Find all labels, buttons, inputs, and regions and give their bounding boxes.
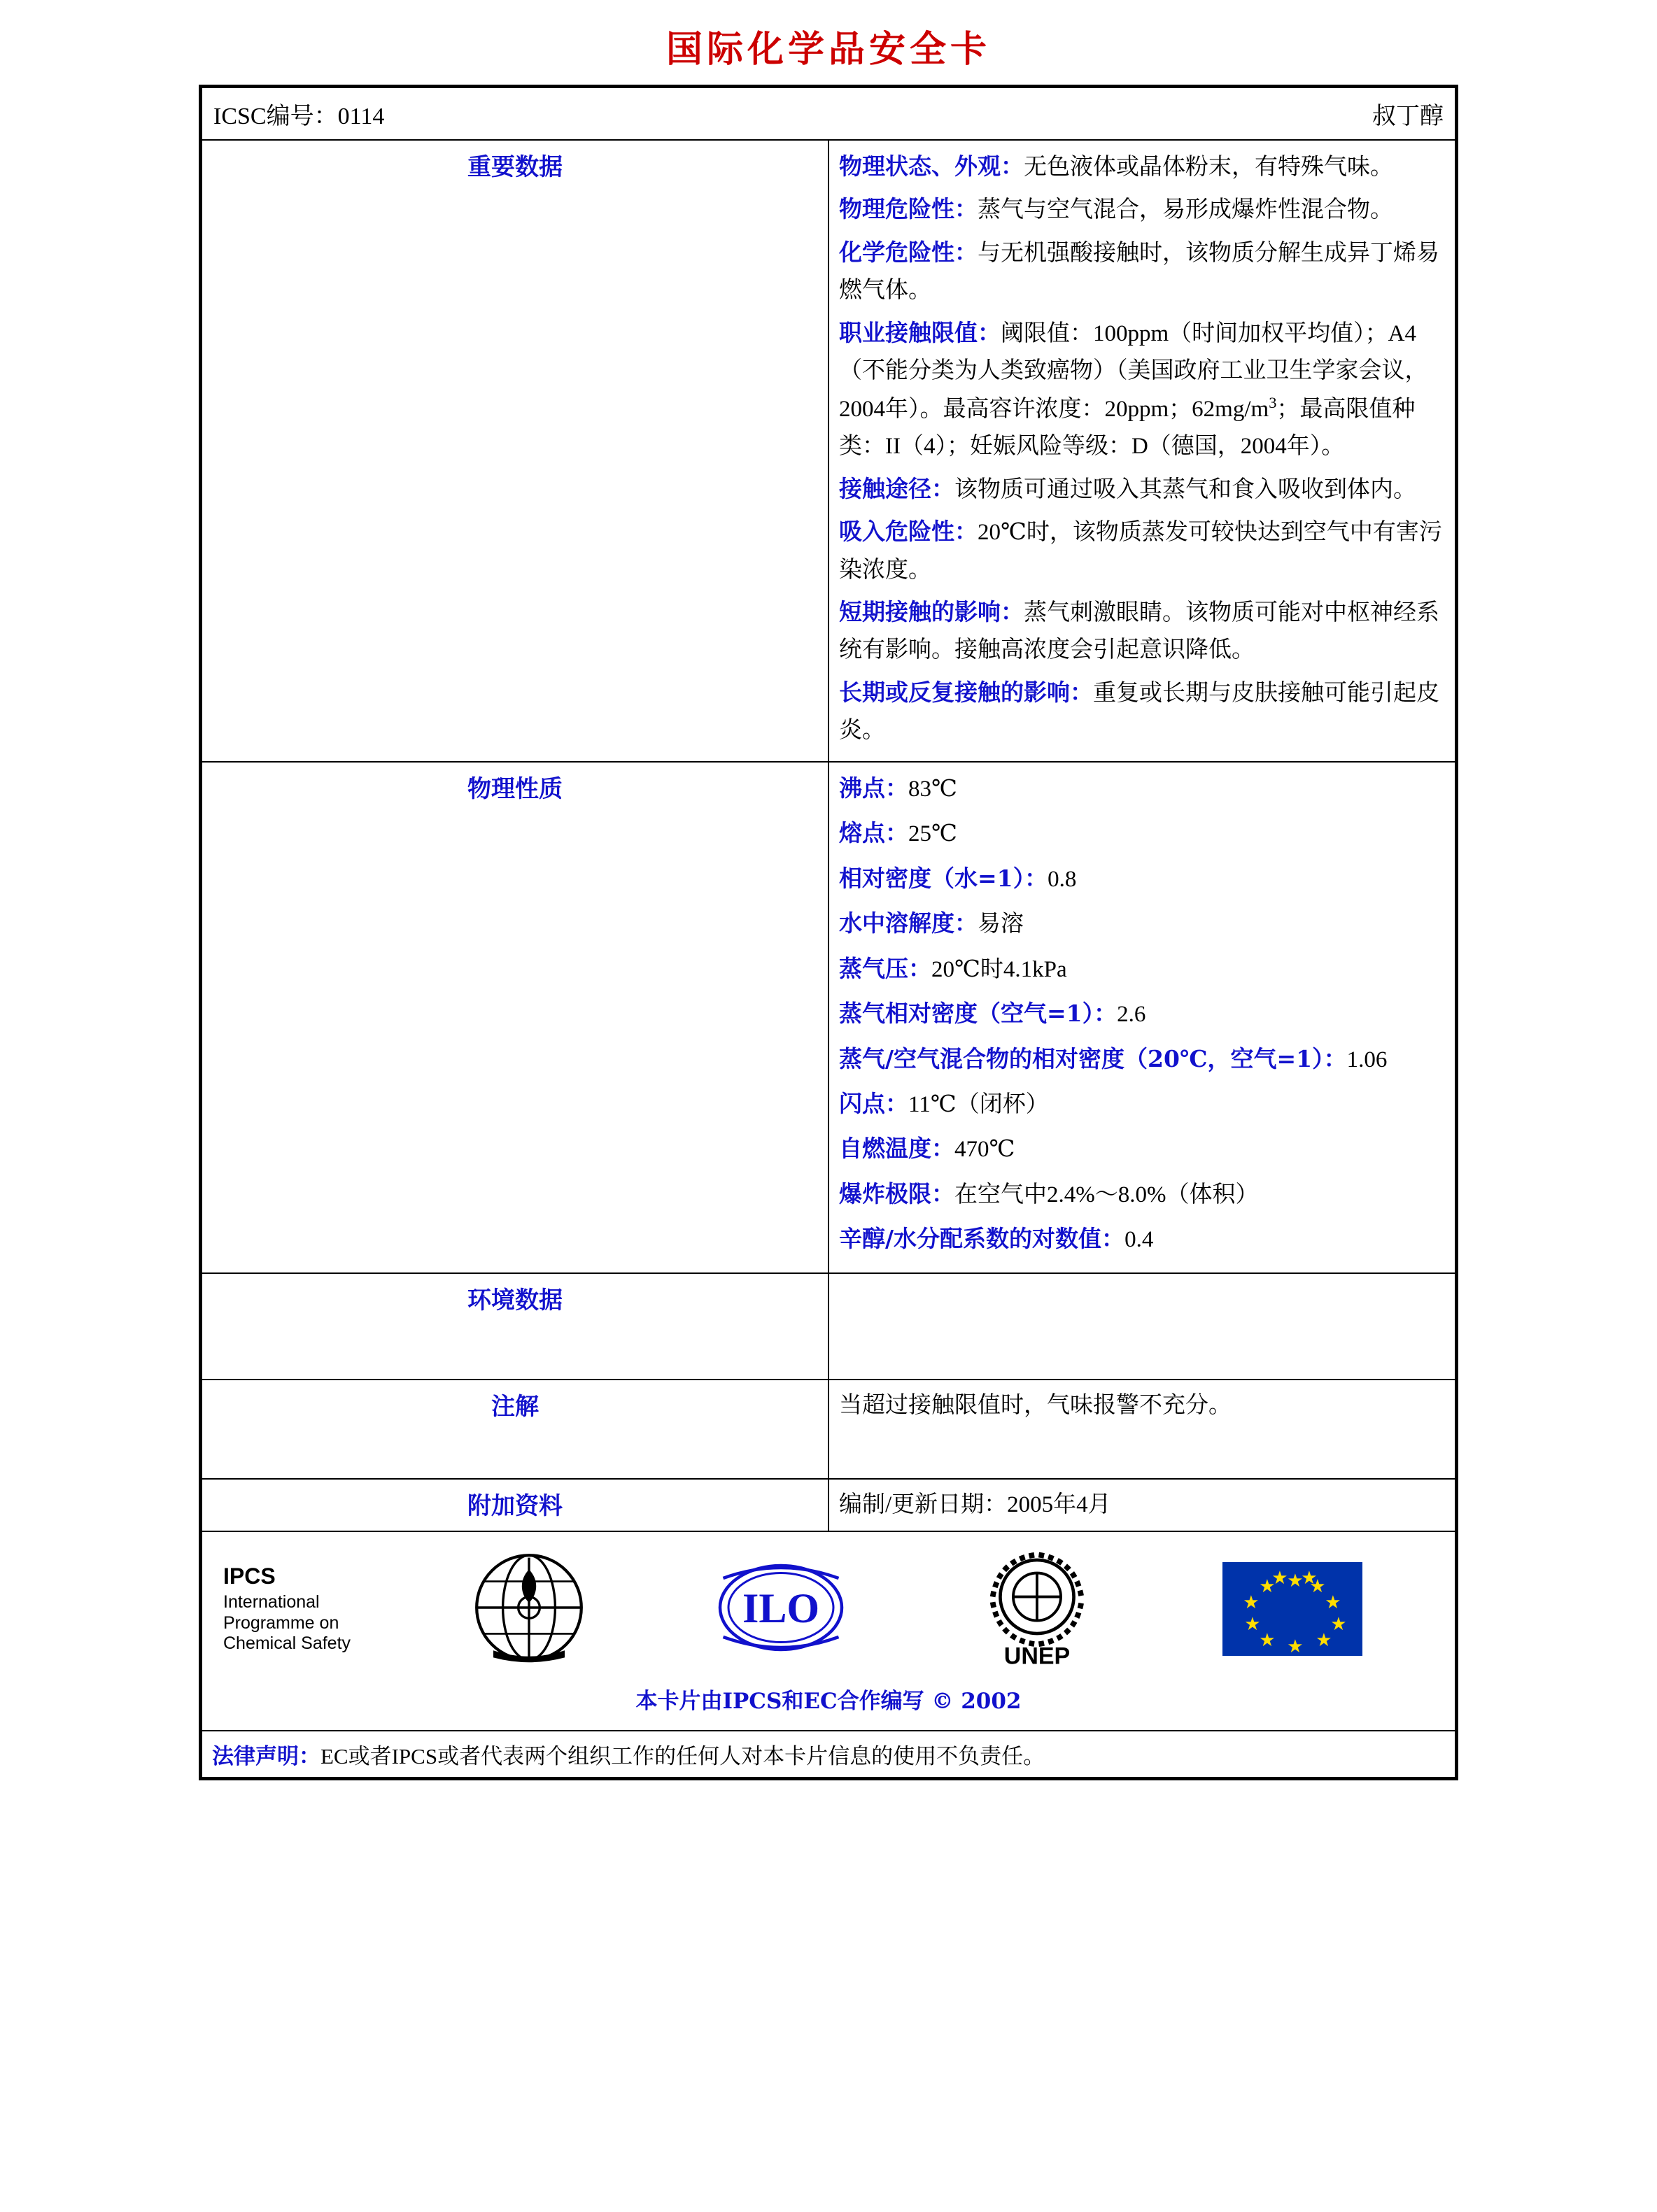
entry-short-term-exposure-effects: [839, 593, 1445, 669]
legal-row: [202, 1731, 1455, 1778]
ipcs-fullname-line3: Chemical Safety: [223, 1633, 351, 1654]
section-label-notes: 注解: [202, 1380, 828, 1479]
organization-logos: [387, 1548, 1445, 1671]
section-content-notes: 当超过接触限值时，气味报警不充分。: [828, 1380, 1455, 1479]
prop-label: 辛醇/水分配系数的对数值：: [839, 1225, 1125, 1253]
entry-label: 接触途径：: [839, 474, 954, 502]
logo-strip: [212, 1539, 1445, 1679]
prop-value: 2.6: [1117, 1002, 1146, 1028]
prop-value: 25℃: [908, 821, 957, 847]
prop-value: 0.8: [1048, 866, 1077, 892]
entry-value: 重复或长期与皮肤接触可能引起皮炎。: [839, 680, 1439, 744]
prop-auto-ignition-temperature: [839, 1130, 1445, 1168]
entry-value: 该物质可通过吸入其蒸气和食入吸收到体内。: [954, 476, 1416, 502]
entry-value: 20℃时，该物质蒸发可较快达到空气中有害污染浓度。: [839, 520, 1442, 583]
entry-chemical-dangers: [839, 234, 1445, 310]
prop-label: 爆炸极限：: [839, 1179, 954, 1207]
entry-label: 长期或反复接触的影响：: [839, 678, 1093, 706]
entry-value: 无色液体或晶体粉末，有特殊气味。: [1024, 155, 1393, 180]
ipcs-abbr: IPCS: [223, 1564, 276, 1589]
prop-value: 1.06: [1346, 1047, 1388, 1072]
prop-value: 在空气中2.4%～8.0%（体积）: [954, 1182, 1259, 1207]
credit-line: 本卡片由IPCS和EC合作编写 © 2002: [635, 1689, 1022, 1715]
eu-flag-icon: ★ ★ ★ ★ ★ ★ ★ ★ ★ ★ ★ ★: [1222, 1562, 1362, 1656]
substance-name: 叔丁醇: [1372, 104, 1444, 129]
entry-value: 与无机强酸接触时，该物质分解生成异丁烯易燃气体。: [839, 240, 1439, 304]
prop-value: 0.4: [1124, 1227, 1154, 1253]
unep-label: UNEP: [1003, 1643, 1070, 1667]
entry-value: 阈限值：100ppm（时间加权平均值）；A4（不能分类为人类致癌物）（美国政府工业卫生学家会议，2004年）。最高容许浓度：20ppm；$62mg/m^3$；最高限值种类：II（4）；妊娠风险等级：D（德国，2004年）。: [839, 320, 1428, 460]
entry-label: 物理状态、外观：: [839, 153, 1024, 180]
footer-cell: [202, 1531, 1455, 1731]
prop-octanol-water-partition: [839, 1220, 1445, 1259]
section-content-important-data: [828, 140, 1455, 762]
prop-water-solubility: [839, 905, 1445, 943]
entry-routes-of-exposure: [839, 470, 1445, 509]
who-logo-icon: [470, 1548, 588, 1671]
unep-logo-icon: [974, 1548, 1100, 1671]
prop-value: 470℃: [954, 1137, 1015, 1163]
prop-label: 自燃温度：: [839, 1135, 954, 1163]
prop-explosive-limits: [839, 1175, 1445, 1214]
prop-label: 相对密度（水=1）：: [839, 864, 1048, 892]
prop-relative-density: [839, 860, 1445, 898]
prop-label: 蒸气相对密度（空气=1）：: [839, 1000, 1117, 1028]
section-row-additional-information: [202, 1479, 1455, 1531]
section-row-important-data: [202, 140, 1455, 762]
section-content-physical-properties: [828, 762, 1455, 1273]
ipcs-fullname-line1: International: [223, 1592, 320, 1612]
section-content-environmental-data: [828, 1273, 1455, 1380]
section-label-important-data: 重要数据: [202, 140, 828, 762]
prop-vapour-air-mixture-density: [839, 1040, 1445, 1079]
entry-value: 蒸气与空气混合，易形成爆炸性混合物。: [978, 197, 1393, 223]
prop-value: 11℃（闭杯）: [908, 1091, 1049, 1117]
prop-label: 蒸气压：: [839, 954, 931, 982]
prop-label: 熔点：: [839, 819, 908, 847]
prop-flash-point: [839, 1085, 1445, 1123]
entry-value: 蒸气刺激眼睛。该物质可能对中枢神经系统有影响。接触高浓度会引起意识降低。: [839, 600, 1439, 663]
footer-logo-row: [202, 1531, 1455, 1731]
entry-label: 化学危险性：: [839, 238, 978, 266]
legal-notice: [202, 1731, 1455, 1778]
legal-text: EC或者IPCS或者代表两个组织工作的任何人对本卡片信息的使用不负责任。: [320, 1744, 1045, 1769]
page-title: 国际化学品安全卡: [665, 28, 991, 71]
section-row-physical-properties: [202, 762, 1455, 1273]
prop-label: 闪点：: [839, 1089, 908, 1117]
prop-value: 易溶: [978, 912, 1024, 937]
card-header-row: [202, 87, 1455, 140]
svg-text:ILO: ILO: [742, 1584, 820, 1631]
ipcs-fullname-line2: Programme on: [223, 1612, 339, 1633]
section-content-additional-information: 编制/更新日期：2005年4月: [828, 1479, 1455, 1531]
section-label-physical-properties: 物理性质: [202, 762, 828, 1273]
entry-occupational-exposure-limits: [839, 314, 1445, 466]
prop-boiling-point: [839, 770, 1445, 808]
icsc-number-value: 0114: [337, 104, 385, 129]
prop-vapour-pressure: [839, 950, 1445, 988]
section-row-environmental-data: [202, 1273, 1455, 1380]
prop-value: 83℃: [908, 776, 957, 802]
section-label-environmental-data: 环境数据: [202, 1273, 828, 1380]
entry-physical-dangers: [839, 190, 1445, 229]
section-row-notes: [202, 1380, 1455, 1479]
prop-label: 水中溶解度：: [839, 909, 978, 937]
icsc-number-cell: [202, 88, 828, 139]
icsc-table: [201, 87, 1456, 1778]
entry-label: 短期接触的影响：: [839, 597, 1024, 625]
prop-value: 20℃时4.1kPa: [931, 956, 1067, 982]
legal-label: 法律声明：: [212, 1744, 320, 1770]
prop-label: 沸点：: [839, 774, 908, 802]
prop-melting-point: [839, 814, 1445, 853]
ilo-logo-icon: [711, 1555, 851, 1664]
entry-inhalation-risk: [839, 513, 1445, 589]
entry-label: 职业接触限值：: [839, 318, 1001, 346]
icsc-card: [199, 85, 1458, 1780]
prop-label: 蒸气/空气混合物的相对密度（20℃，空气=1）：: [839, 1044, 1347, 1072]
entry-label: 物理危险性：: [839, 195, 978, 223]
icsc-number-label: ICSC编号：: [213, 104, 338, 129]
entry-label: 吸入危险性：: [839, 518, 978, 546]
entry-physical-state: [839, 148, 1445, 186]
entry-long-term-exposure-effects: [839, 674, 1445, 750]
section-label-additional-information: 附加资料: [202, 1479, 828, 1531]
prop-vapour-relative-density: [839, 995, 1445, 1033]
ipcs-block: [212, 1564, 387, 1654]
